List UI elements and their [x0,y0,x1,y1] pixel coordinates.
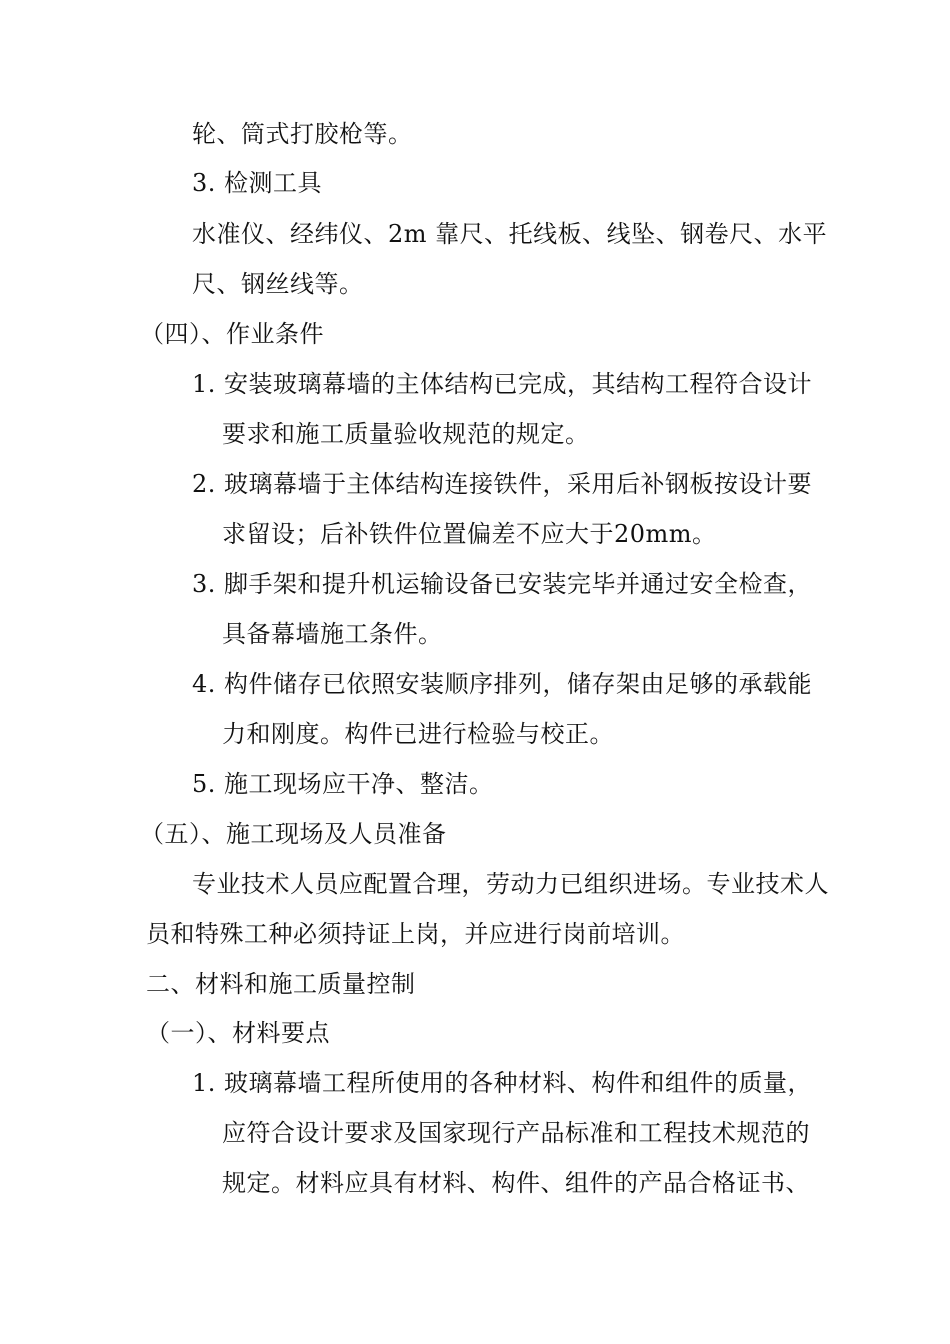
list-item: 2. 玻璃幕墙于主体结构连接铁件，采用后补钢板按设计要 [192,470,813,498]
list-item-continuation: 力和刚度。构件已进行检验与校正。 [222,720,614,748]
list-item: 4. 构件储存已依照安装顺序排列，储存架由足够的承载能 [192,670,813,698]
list-item-continuation: 具备幕墙施工条件。 [222,620,443,648]
list-item-heading: 3. 检测工具 [192,169,323,197]
list-item: 5. 施工现场应干净、整洁。 [192,770,494,798]
text-line: 轮、筒式打胶枪等。 [192,120,413,148]
paragraph-line: 专业技术人员应配置合理，劳动力已组织进场。专业技术人 [192,870,829,898]
section-heading: （五）、施工现场及人员准备 [140,820,447,848]
section-heading: （一）、材料要点 [146,1019,330,1047]
text-line: 水准仪、经纬仪、2m 靠尺、托线板、线坠、钢卷尺、水平 [192,220,828,248]
text-line: 尺、钢丝线等。 [192,270,364,298]
list-item: 1. 安装玻璃幕墙的主体结构已完成，其结构工程符合设计 [192,370,813,398]
list-item-continuation: 要求和施工质量验收规范的规定。 [222,420,590,448]
list-item-continuation: 应符合设计要求及国家现行产品标准和工程技术规范的 [222,1119,810,1147]
list-item: 3. 脚手架和提升机运输设备已安装完毕并通过安全检查， [192,570,813,598]
section-heading: （四）、作业条件 [140,320,324,348]
paragraph-line: 员和特殊工种必须持证上岗，并应进行岗前培训。 [146,920,685,948]
chapter-heading: 二、材料和施工质量控制 [146,970,416,998]
list-item-continuation: 规定。材料应具有材料、构件、组件的产品合格证书、 [222,1169,810,1197]
list-item-continuation: 求留设；后补铁件位置偏差不应大于20mm。 [222,520,717,548]
list-item: 1. 玻璃幕墙工程所使用的各种材料、构件和组件的质量， [192,1069,813,1097]
